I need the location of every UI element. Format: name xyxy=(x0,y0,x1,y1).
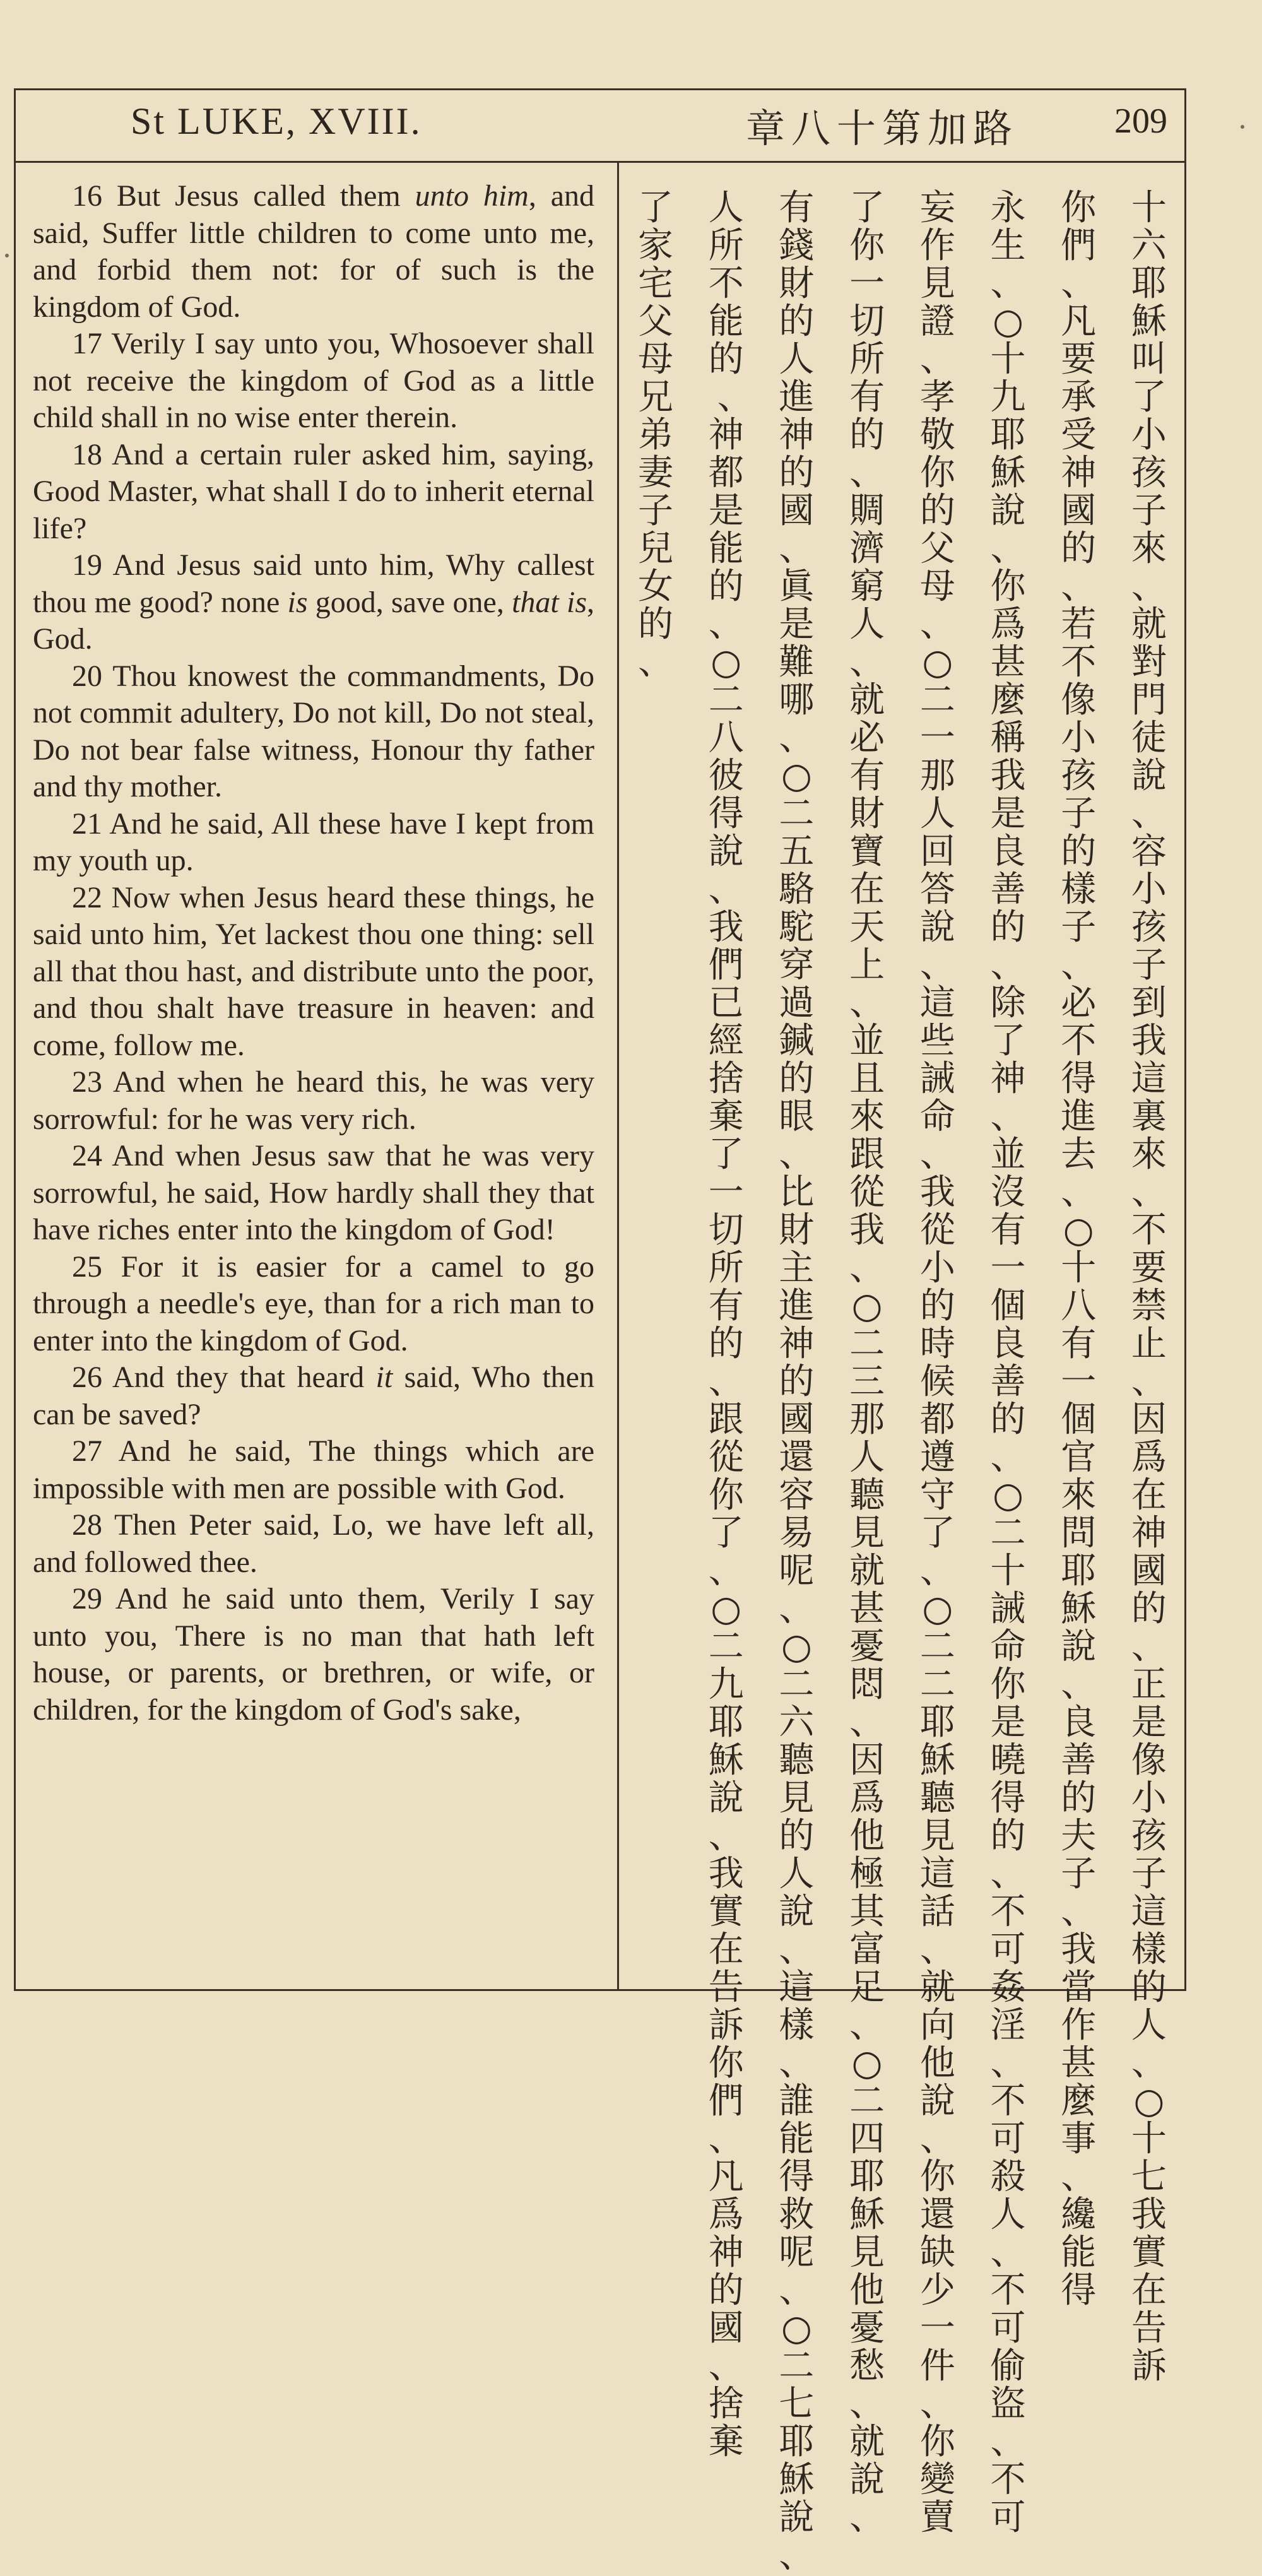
chinese-column-7: 人所不能的、 神都是能的、○二八彼得說、我們已經捨棄了一切所有的、跟從你了、○二九耶穌說、我實在告訴你們、凡爲 神的國、捨棄 xyxy=(708,187,779,2462)
chinese-column-6: 有錢財的人進 神的國、眞是難哪、○二五駱駝穿過鍼的眼、比財主進 神的國還容易呢、○二六聽見的人說、這樣、誰能得救呢、○二七耶穌說、 xyxy=(779,187,850,2576)
verse-17 xyxy=(33,326,594,437)
verse-text-segment: 22 Now when Jesus heard these things, he said unto him, Yet lackest thou one thing: sell all that thou hast, and distribute unto the poor, and thou shalt have treasure in heaven: and come, follow me. xyxy=(33,880,594,1062)
verse-16 xyxy=(33,178,594,326)
verse-text-segment: it xyxy=(375,1361,393,1394)
verse-25 xyxy=(33,1249,594,1360)
verse-text-segment: 19 And Jesus said unto him, Why callest thou me good? none xyxy=(33,548,594,619)
english-text-column xyxy=(33,178,594,1728)
verse-text-segment: unto him xyxy=(415,179,529,213)
verse-text-segment: 25 For it is easier for a camel to go through a needle's eye, than for a rich man to enter into the kingdom of God. xyxy=(33,1250,594,1357)
chinese-column-5: 了你一切所有的、賙濟窮人、就必有財寶在天上、並且來跟從我、○二三那人聽見就甚憂悶、因爲他極其富足、○二四耶穌見他憂愁、就說、 xyxy=(849,187,885,2538)
verse-29 xyxy=(33,1581,594,1728)
chinese-text-column xyxy=(631,187,1202,2576)
verse-text-segment: 17 Verily I say unto you, Whosoever shall not receive the kingdom of God as a little child shall in no wise enter therein. xyxy=(33,327,594,434)
chinese-column-2: 你們、凡要承受 神國的、若不像小孩子的樣子、必不得進去、○十八有一個官來問耶穌說、良善的夫子、我當作甚麼事、纔能得 xyxy=(1061,187,1132,2311)
verse-text-segment: 18 And a certain ruler asked him, saying, Good Master, what shall I do to inherit eternal life? xyxy=(33,437,594,545)
verse-20 xyxy=(33,658,594,806)
verse-21 xyxy=(33,806,594,880)
verse-text-segment: that is xyxy=(512,585,587,619)
verse-text-segment: 29 And he said unto them, Verily I say unto you, There is no man that hath left house, or parents, or brethren, or wife, or children, for the kingdom of God's sake, xyxy=(33,1582,594,1727)
verse-text-segment: 28 Then Peter said, Lo, we have left all, and followed thee. xyxy=(33,1508,594,1579)
page-number: 209 xyxy=(1114,102,1167,141)
running-head-english: St LUKE, XVIII. xyxy=(131,100,422,142)
chinese-column-1: 十六耶穌叫了小孩子來、就對門徒說、容小孩子到我這裏來、不要禁止、因爲在 神國的、正是像小孩子這樣的人、○十七我實在告訴 xyxy=(1131,187,1202,2387)
chinese-column-3: 永生、○十九耶穌說、你爲甚麼稱我是良善的、除了 神、並沒有一個良善的、○二十誡命你是曉得的、不可姦淫、不可殺人、不可偷盜、不可 xyxy=(990,187,1061,2538)
verse-text-segment: , and said, Suffer little children to come unto me, and forbid them not: for of such is the kingdom of God. xyxy=(33,179,595,324)
verse-text-segment: said, Who then can be saved? xyxy=(33,1361,594,1431)
verse-27 xyxy=(33,1433,594,1507)
verse-26 xyxy=(33,1359,594,1433)
print-speck xyxy=(1241,125,1244,129)
verse-text-segment: good, save one, xyxy=(307,585,512,619)
verse-28 xyxy=(33,1507,594,1581)
verse-text-segment: 23 And when he heard this, he was very sorrowful: for he was very rich. xyxy=(33,1065,594,1136)
chinese-column-4: 妄作見證、孝敬你的父母、○二一那人回答說、這些誡命、我從小的時候都遵守了、○二二耶穌聽見這話、就向他說、你還缺少一件、你變賣 xyxy=(919,187,955,2538)
print-speck xyxy=(5,254,9,257)
verse-18 xyxy=(33,437,594,548)
verse-text-segment: is xyxy=(287,585,308,619)
verse-text-segment: , God. xyxy=(33,585,594,656)
verse-24 xyxy=(33,1138,594,1249)
page-header xyxy=(14,88,1186,163)
verse-text-segment: 26 And they that heard xyxy=(72,1361,376,1394)
running-head-chinese: 章八十第加路 xyxy=(746,105,1019,151)
verse-text-segment: 21 And he said, All these have I kept from my youth up. xyxy=(33,806,594,877)
verse-22 xyxy=(33,880,594,1065)
verse-text-segment: 20 Thou knowest the commandments, Do not commit adultery, Do not kill, Do not steal, Do not bear false witness, Honour thy father and thy mother. xyxy=(33,659,594,803)
verse-text-segment: 24 And when Jesus saw that he was very sorrowful, he said, How hardly shall they that have riches enter into the kingdom of God! xyxy=(33,1139,594,1246)
verse-19 xyxy=(33,547,594,658)
column-divider xyxy=(617,163,619,1991)
chinese-column-8: 了家宅父母兄弟妻子兒女的、 xyxy=(638,187,673,683)
verse-text-segment: 27 And he said, The things which are impossible with men are possible with God. xyxy=(33,1434,594,1505)
verse-text-segment: 16 But Jesus called them xyxy=(72,179,415,213)
verse-23 xyxy=(33,1064,594,1138)
